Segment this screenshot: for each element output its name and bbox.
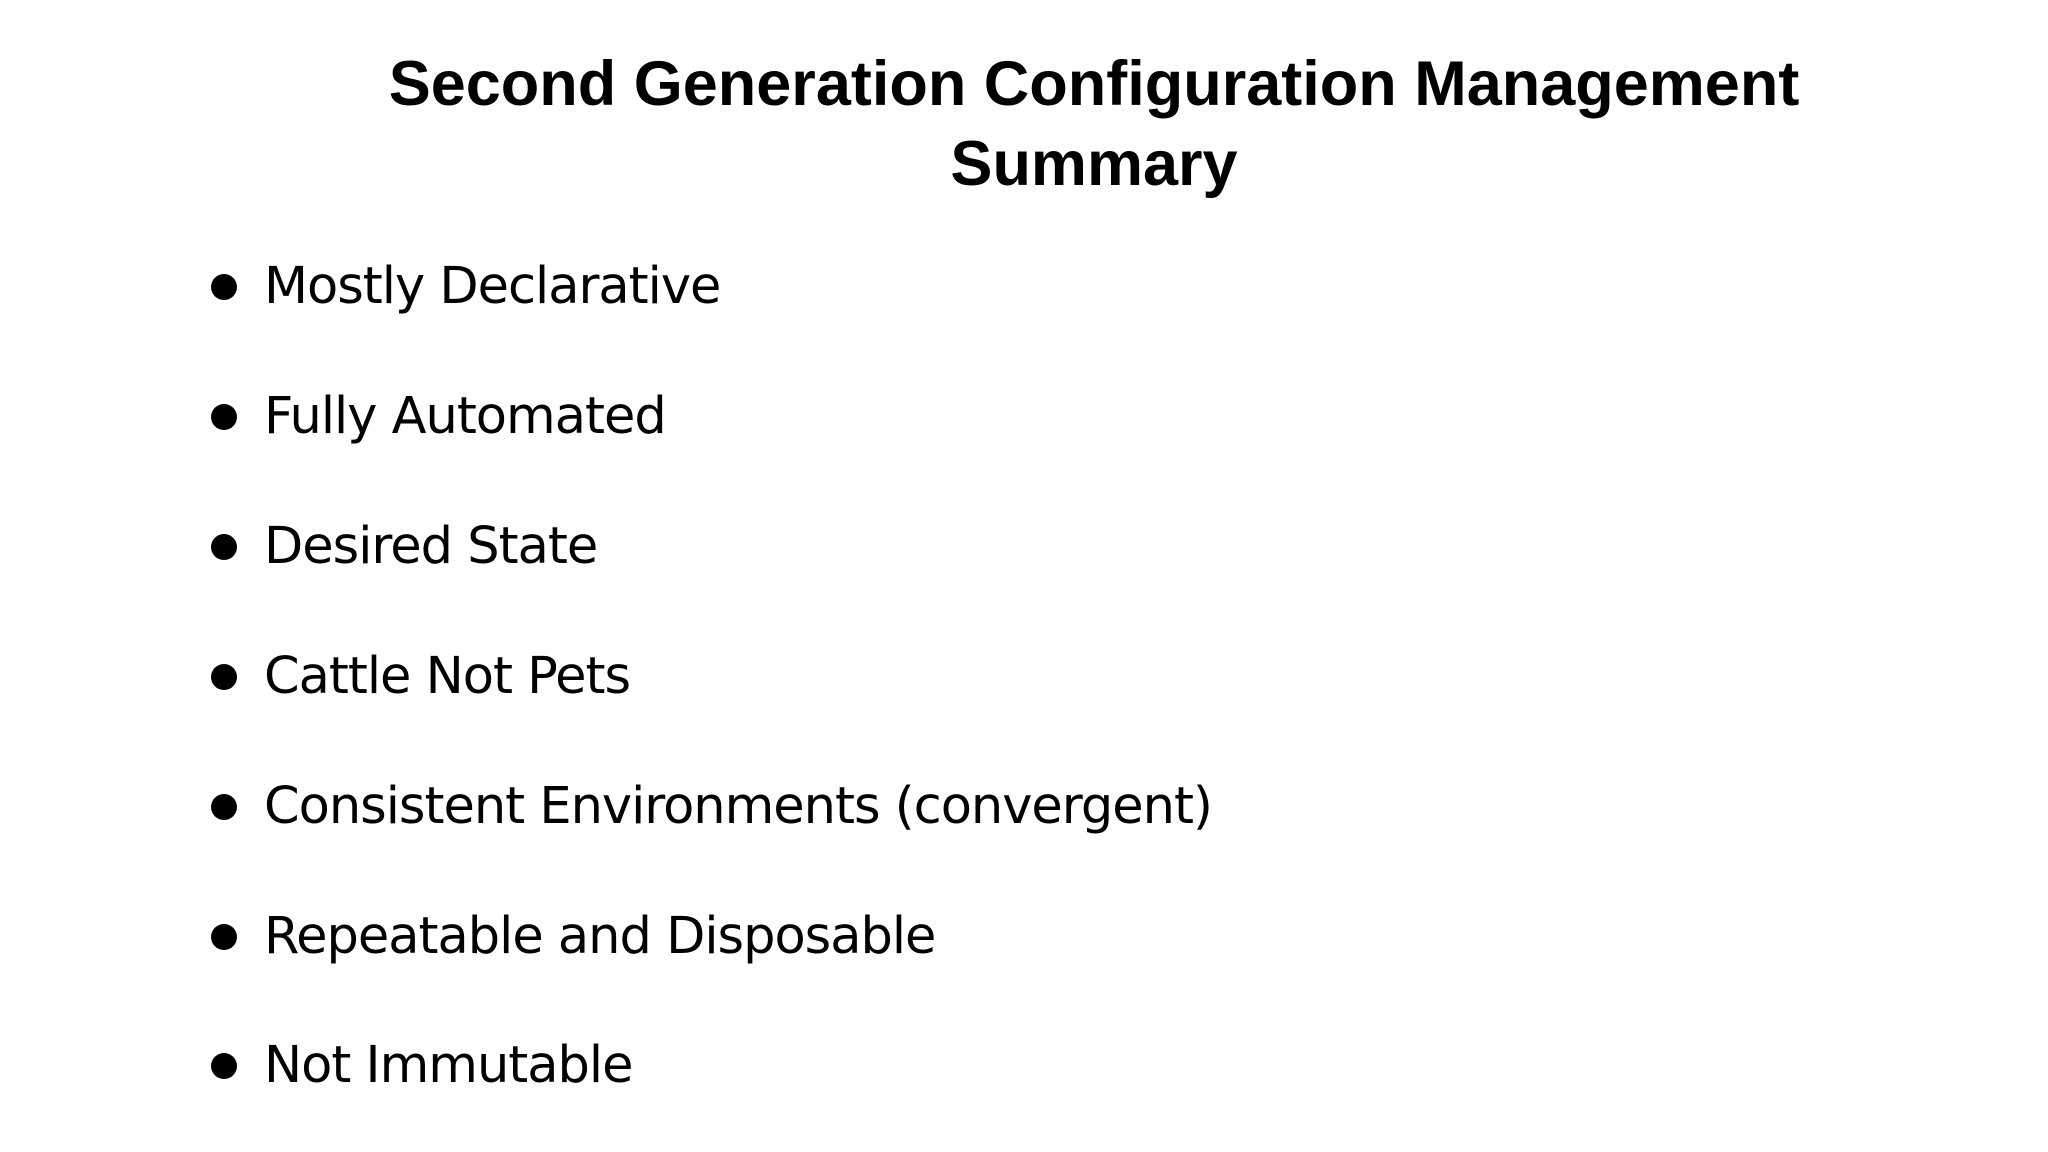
- bullet-text: Fully Automated: [264, 387, 666, 446]
- bullet-text: Consistent Environments (convergent): [264, 777, 1212, 836]
- bullet-text: Repeatable and Disposable: [264, 907, 936, 966]
- bullet-dot-icon: [211, 274, 237, 300]
- slide-title: [200, 44, 1988, 204]
- bullet-text: Desired State: [264, 517, 598, 576]
- bullet-dot-icon: [211, 794, 237, 820]
- bullet-text: Mostly Declarative: [264, 257, 721, 316]
- slide-title-line-1: Second Generation Configuration Management: [388, 49, 1800, 119]
- bullet-dot-icon: [211, 924, 237, 950]
- bullet-text: Cattle Not Pets: [264, 647, 631, 706]
- slide-title-line-2: Summary: [950, 129, 1238, 199]
- bullet-dot-icon: [211, 664, 237, 690]
- bullet-dot-icon: [211, 1053, 237, 1079]
- bullet-text: Not Immutable: [264, 1036, 633, 1095]
- bullet-dot-icon: [211, 534, 237, 560]
- bullet-dot-icon: [211, 404, 237, 430]
